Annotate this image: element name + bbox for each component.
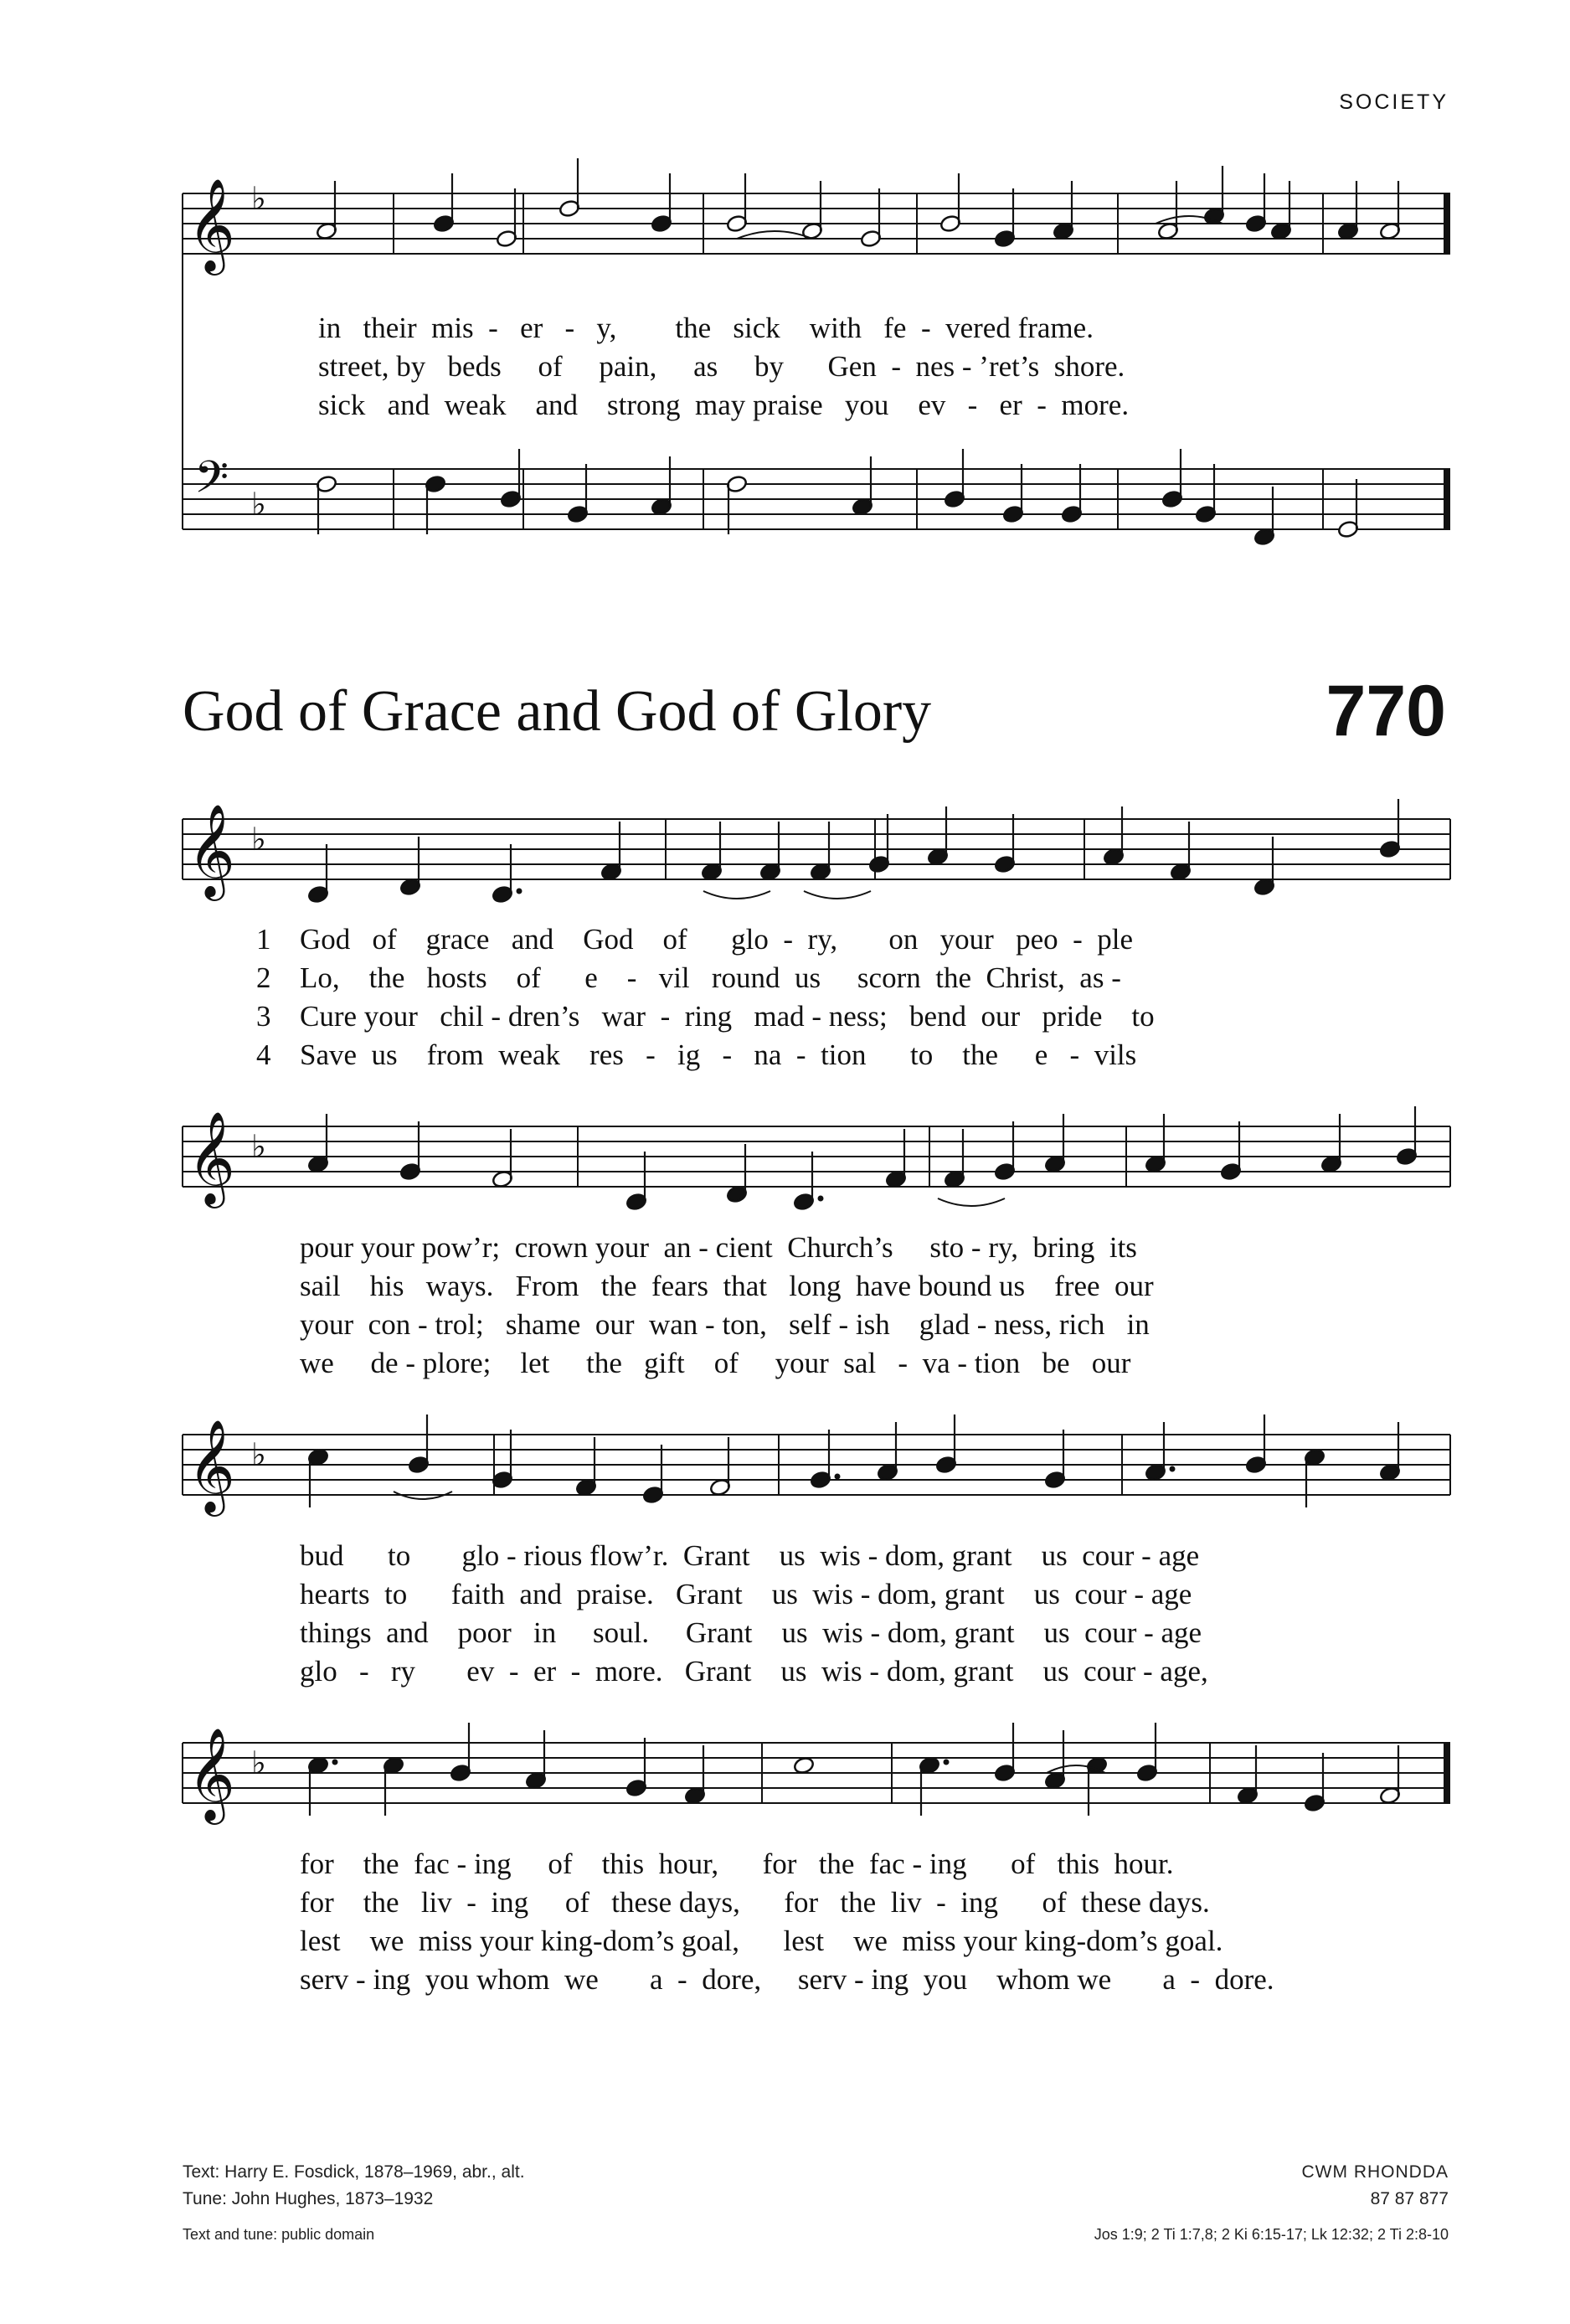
- lyric-line: serv - ing you whom we a - dore, serv - ing you whom we a - dore.: [300, 1963, 1274, 1996]
- lyric-line: Save us from weak res - ig - na - tion to the e - vils: [300, 1038, 1137, 1071]
- final-barline: [1444, 469, 1450, 529]
- dot: [1170, 1466, 1176, 1472]
- dot: [818, 1196, 824, 1202]
- prev-lyric-line-1: in their mis - er - y, the sick with fe - vered frame.: [318, 312, 1094, 344]
- flat-sign: ♭: [251, 180, 266, 217]
- rights-notice: Text and tune: public domain: [183, 2226, 375, 2243]
- dot: [517, 889, 522, 894]
- meter: 87 87 877: [1370, 2189, 1449, 2208]
- flat-sign: ♭: [251, 1128, 266, 1165]
- slur: [804, 891, 871, 899]
- tune-name: CWM RHONDDA: [1301, 2162, 1449, 2182]
- slur: [737, 231, 812, 239]
- lyric-line: bud to glo - rious flow’r. Grant us wis - dom, grant us cour - age: [300, 1539, 1200, 1572]
- lyric-line: we de - plore; let the gift of your sal - va - tion be our: [300, 1347, 1131, 1379]
- stanza-number: 2: [256, 961, 271, 994]
- dot: [332, 1760, 338, 1765]
- scripture-references: Jos 1:9; 2 Ti 1:7,8; 2 Ki 6:15-17; Lk 12:32; 2 Ti 2:8-10: [1094, 2226, 1449, 2243]
- flat-sign: ♭: [251, 1436, 266, 1473]
- lyric-line: hearts to faith and praise. Grant us wis - dom, grant us cour - age: [300, 1578, 1192, 1610]
- lyric-line: for the liv - ing of these days, for the liv - ing of these days.: [300, 1886, 1210, 1919]
- lyric-line: God of grace and God of glo - ry, on your peo - ple: [300, 923, 1134, 956]
- stanza-number: 4: [256, 1038, 271, 1071]
- lyric-line: sail his ways. From the fears that long have bound us free our: [300, 1270, 1154, 1302]
- section-label: SOCIETY: [1339, 90, 1449, 114]
- treble-clef: 𝄞: [188, 178, 235, 272]
- slur: [938, 1198, 1005, 1206]
- lyric-line: Lo, the hosts of e - vil round us scorn the Christ, as -: [300, 961, 1121, 994]
- flat-sign: ♭: [251, 486, 266, 523]
- treble-clef: 𝄞: [188, 803, 235, 898]
- treble-clef: 𝄞: [188, 1110, 235, 1205]
- text-credit: Text: Harry E. Fosdick, 1878–1969, abr., alt.: [183, 2162, 525, 2182]
- prev-lyric-line-2: street, by beds of pain, as by Gen - nes - ’ret’s shore.: [318, 350, 1125, 383]
- lyric-line: lest we miss your king-dom’s goal, lest we miss your king-dom’s goal.: [300, 1925, 1223, 1957]
- bass-clef: 𝄢: [194, 451, 229, 514]
- tune-credit: Tune: John Hughes, 1873–1932: [183, 2189, 434, 2208]
- prev-lyric-line-3: sick and weak and strong may praise you ev - er - more.: [318, 389, 1130, 421]
- flat-sign: ♭: [251, 821, 266, 858]
- slur: [703, 891, 770, 899]
- treble-clef: 𝄞: [188, 1419, 235, 1513]
- flat-sign: ♭: [251, 1744, 266, 1781]
- final-barline: [1444, 1743, 1450, 1803]
- hymn-number: 770: [1325, 671, 1446, 751]
- lyric-line: for the fac - ing of this hour, for the fac - ing of this hour.: [300, 1847, 1174, 1880]
- lyric-line: your con - trol; shame our wan - ton, self - ish glad - ness, rich in: [300, 1308, 1150, 1341]
- stanza-number: 1: [256, 923, 271, 956]
- lyric-line: things and poor in soul. Grant us wis - dom, grant us cour - age: [300, 1616, 1202, 1649]
- hymn-title: God of Grace and God of Glory: [183, 679, 932, 744]
- lyric-line: pour your pow’r; crown your an - cient Church’s sto - ry, bring its: [300, 1231, 1137, 1264]
- dot: [944, 1760, 950, 1765]
- stanza-number: 3: [256, 1000, 271, 1033]
- final-barline: [1444, 193, 1450, 254]
- dot: [835, 1474, 841, 1480]
- treble-clef: 𝄞: [188, 1727, 235, 1822]
- lyric-line: glo - ry ev - er - more. Grant us wis - dom, grant us cour - age,: [300, 1655, 1208, 1688]
- half-note: [793, 1756, 815, 1775]
- lyric-line: Cure your chil - dren’s war - ring mad - ness; bend our pride to: [300, 1000, 1155, 1033]
